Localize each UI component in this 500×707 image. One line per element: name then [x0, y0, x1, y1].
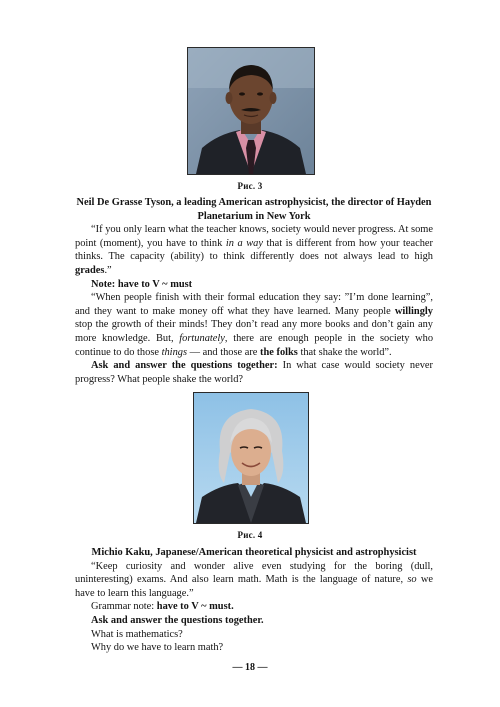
section-tyson [75, 196, 433, 386]
figure-caption-4: Рис. 4 [237, 530, 263, 540]
figure-caption-3: Рис. 3 [237, 181, 263, 191]
portrait-image [194, 393, 308, 523]
portrait-photo-tyson [187, 47, 315, 175]
portrait-image [188, 48, 314, 174]
page-number: — 18 — [232, 662, 268, 673]
heading-tyson: Neil De Grasse Tyson, a leading American astrophysicist, the director of Hayden Planetarium in New York [76, 197, 432, 222]
grammar-note-kaku: Grammar note: have to V ~ must. [91, 601, 234, 613]
quote-tyson-2: “When people finish with their formal education they say: ”I’m done learning”, and they want to make money off what they have learned. Many people willingly stop the growth of their minds! They don’t read any more books and don’t gain any more knowledge. But, fortunately, there are enough people in the society who continue to do those things — and those are the folks that shake the world”. [75, 292, 434, 358]
quote-tyson-1: “If you only learn what the teacher knows, society would never progress. At some point (moment), you have to think in a way that is different from how your teacher thinks. The capacity (ability) to think differently does not always lead to high grades.” [75, 224, 433, 276]
note-tyson: Note: have to V ~ must [91, 278, 193, 290]
section-kaku [75, 546, 433, 655]
portrait-photo-kaku [193, 392, 309, 524]
questions-tyson: Ask and answer the questions together: In what case would society never progress? What people shake the world? [75, 360, 433, 385]
question-kaku-1: What is mathematics? [91, 628, 183, 640]
heading-kaku: Michio Kaku, Japanese/American theoretical physicist and astrophysicist [91, 547, 417, 558]
question-kaku-2: Why do we have to learn math? [91, 642, 224, 654]
questions-kaku-label: Ask and answer the questions together. [91, 614, 264, 626]
quote-kaku: “Keep curiosity and wonder alive even studying for the boring (dull, uninteresting) exams. And also learn math. Math is the language of nature, so we have to learn this language.” [75, 560, 434, 599]
